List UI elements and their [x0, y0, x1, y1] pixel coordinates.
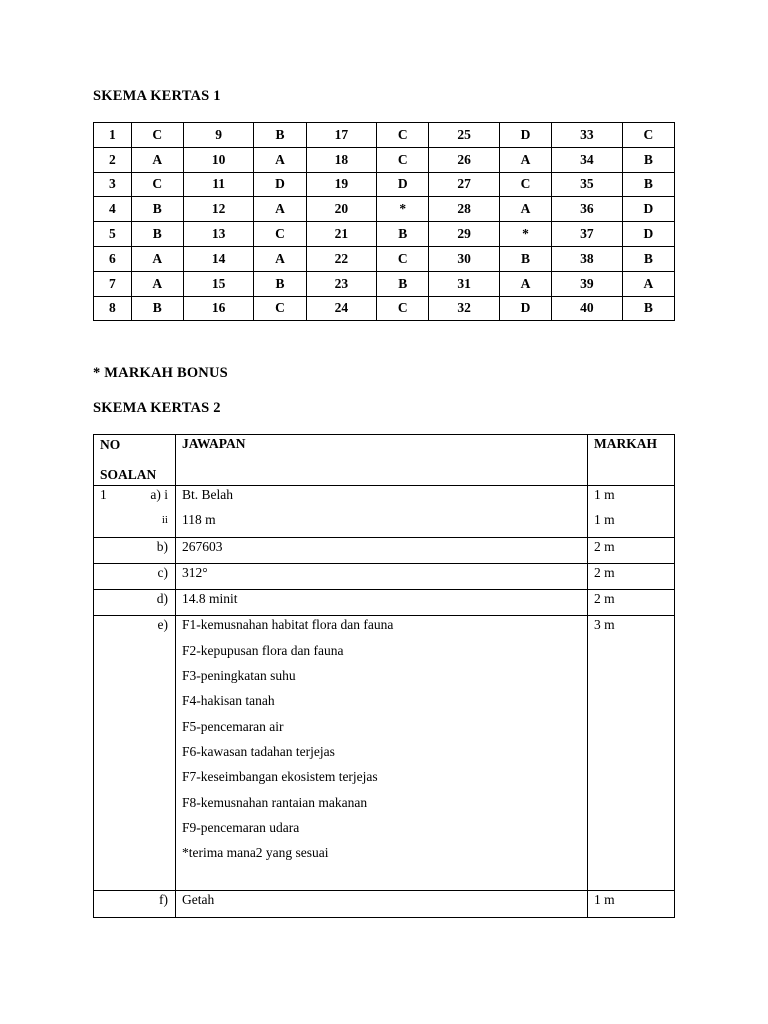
question-number-cell: 1	[94, 123, 132, 148]
question-number-cell: 24	[306, 296, 376, 321]
question-number-cell: 28	[429, 197, 499, 222]
table-row	[94, 123, 675, 148]
table-row	[94, 891, 675, 917]
question-number-cell: 8	[94, 296, 132, 321]
list-item: F5-pencemaran air	[181, 718, 284, 734]
answer-letter-cell: C	[622, 123, 674, 148]
marks-cell: 1 m 1 m	[588, 486, 675, 538]
answer-letter-cell: B	[377, 222, 429, 247]
answer-letter-cell: B	[254, 123, 306, 148]
table-row	[94, 172, 675, 197]
list-item: F7-keseimbangan ekosistem terjejas	[181, 769, 378, 785]
list-item: F4-hakisan tanah	[181, 693, 275, 709]
answer-letter-cell: B	[131, 296, 183, 321]
question-number-cell: 18	[306, 147, 376, 172]
table-row	[94, 271, 675, 296]
question-number-cell: 35	[552, 172, 622, 197]
answer-letter-cell: D	[499, 123, 551, 148]
question-number-cell: 14	[183, 246, 253, 271]
marks-cell: 1 m	[588, 891, 675, 917]
list-item: F9-pencemaran udara	[181, 819, 300, 835]
question-number-cell: 26	[429, 147, 499, 172]
header-question-number: NO SOALAN	[94, 435, 176, 486]
answer-letter-cell: A	[499, 197, 551, 222]
question-number-cell: 40	[552, 296, 622, 321]
answer-letter-cell: B	[622, 147, 674, 172]
answer-letter-cell: D	[499, 296, 551, 321]
question-number-cell: 39	[552, 271, 622, 296]
question-number-cell: 13	[183, 222, 253, 247]
paper2-answer-table	[93, 434, 675, 918]
answer-letter-cell: B	[131, 197, 183, 222]
answer-letter-cell: C	[131, 172, 183, 197]
question-number-cell: 16	[183, 296, 253, 321]
answer-letter-cell: A	[131, 147, 183, 172]
question-number-cell: 22	[306, 246, 376, 271]
table-row	[94, 246, 675, 271]
marks-cell: 3 m	[588, 616, 675, 891]
answer-cell: Getah	[175, 891, 587, 917]
marks-cell: 2 m	[588, 563, 675, 589]
answer-letter-cell: D	[622, 222, 674, 247]
question-cell: e)	[94, 616, 176, 891]
question-number-cell: 15	[183, 271, 253, 296]
answer-letter-cell: D	[622, 197, 674, 222]
answer-letter-cell: C	[254, 296, 306, 321]
question-number-cell: 38	[552, 246, 622, 271]
question-number-cell: 19	[306, 172, 376, 197]
question-number-cell: 6	[94, 246, 132, 271]
answer-letter-cell: A	[254, 246, 306, 271]
answer-letter-cell: C	[377, 246, 429, 271]
answer-letter-cell: B	[622, 172, 674, 197]
question-number-cell: 25	[429, 123, 499, 148]
question-number-cell: 36	[552, 197, 622, 222]
paper2-title: SKEMA KERTAS 2	[93, 400, 221, 416]
question-number-cell: 12	[183, 197, 253, 222]
table-row	[94, 616, 675, 891]
list-item: F8-kemusnahan rantaian makanan	[181, 794, 368, 810]
answer-letter-cell: B	[131, 222, 183, 247]
paper1-answer-table	[93, 122, 675, 321]
question-number-cell: 4	[94, 197, 132, 222]
answer-letter-cell: D	[254, 172, 306, 197]
question-number-cell: 33	[552, 123, 622, 148]
question-number-cell: 32	[429, 296, 499, 321]
answer-cell: 267603	[175, 537, 587, 563]
answer-letter-cell: A	[254, 147, 306, 172]
list-item: F1-kemusnahan habitat flora dan fauna	[181, 617, 394, 633]
marks-cell: 2 m	[588, 590, 675, 616]
answer-cell: 14.8 minit	[175, 590, 587, 616]
list-item: *terima mana2 yang sesuai	[181, 845, 329, 861]
list-item: F2-kepupusan flora dan fauna	[181, 642, 344, 658]
answer-letter-cell: A	[622, 271, 674, 296]
table-row	[94, 222, 675, 247]
table-row	[94, 296, 675, 321]
answer-cell: Bt. Belah 118 m	[175, 486, 587, 538]
table-row	[94, 147, 675, 172]
answer-letter-cell: C	[377, 123, 429, 148]
question-number-cell: 20	[306, 197, 376, 222]
question-cell	[94, 486, 176, 538]
question-number-cell: 5	[94, 222, 132, 247]
question-number-cell: 17	[306, 123, 376, 148]
answer-letter-cell: A	[499, 147, 551, 172]
table-row	[94, 563, 675, 589]
list-item: F3-peningkatan suhu	[181, 668, 296, 684]
question-cell: b)	[94, 537, 176, 563]
question-cell: f)	[94, 891, 176, 917]
question-number-cell: 11	[183, 172, 253, 197]
table-row	[94, 197, 675, 222]
answer-letter-cell: *	[499, 222, 551, 247]
sub-question-label: ii	[161, 514, 168, 527]
answer-letter-cell: B	[377, 271, 429, 296]
answer-letter-cell: C	[131, 123, 183, 148]
answer-letter-cell: B	[622, 246, 674, 271]
answer-letter-cell: C	[377, 147, 429, 172]
table-row	[94, 590, 675, 616]
sub-question-label: a) i	[150, 487, 168, 502]
question-cell: c)	[94, 563, 176, 589]
question-cell: d)	[94, 590, 176, 616]
answer-letter-cell: C	[499, 172, 551, 197]
answer-cell	[175, 616, 587, 891]
answer-letter-cell: B	[622, 296, 674, 321]
answer-letter-cell: A	[131, 271, 183, 296]
table-row	[94, 537, 675, 563]
answer-letter-cell: D	[377, 172, 429, 197]
question-number-cell: 9	[183, 123, 253, 148]
answer-letter-cell: A	[499, 271, 551, 296]
table-header-row	[94, 435, 675, 486]
question-number-cell: 23	[306, 271, 376, 296]
answer-letter-cell: A	[254, 197, 306, 222]
table-row	[94, 486, 675, 538]
question-number-cell: 2	[94, 147, 132, 172]
question-number: 1	[100, 487, 107, 502]
paper1-title: SKEMA KERTAS 1	[93, 88, 221, 104]
answer-letter-cell: C	[377, 296, 429, 321]
question-number-cell: 30	[429, 246, 499, 271]
header-answer: JAWAPAN	[175, 435, 587, 486]
question-number-cell: 27	[429, 172, 499, 197]
answer-cell: 312°	[175, 563, 587, 589]
marks-cell: 2 m	[588, 537, 675, 563]
question-number-cell: 7	[94, 271, 132, 296]
question-number-cell: 31	[429, 271, 499, 296]
question-number-cell: 34	[552, 147, 622, 172]
question-number-cell: 3	[94, 172, 132, 197]
answer-letter-cell: B	[254, 271, 306, 296]
bonus-note: * MARKAH BONUS	[93, 365, 228, 381]
answer-letter-cell: C	[254, 222, 306, 247]
question-number-cell: 21	[306, 222, 376, 247]
answer-letter-cell: A	[131, 246, 183, 271]
answer-letter-cell: B	[499, 246, 551, 271]
header-marks: MARKAH	[588, 435, 675, 486]
question-number-cell: 37	[552, 222, 622, 247]
question-number-cell: 29	[429, 222, 499, 247]
list-item: F6-kawasan tadahan terjejas	[181, 743, 335, 759]
answer-letter-cell: *	[377, 197, 429, 222]
question-number-cell: 10	[183, 147, 253, 172]
